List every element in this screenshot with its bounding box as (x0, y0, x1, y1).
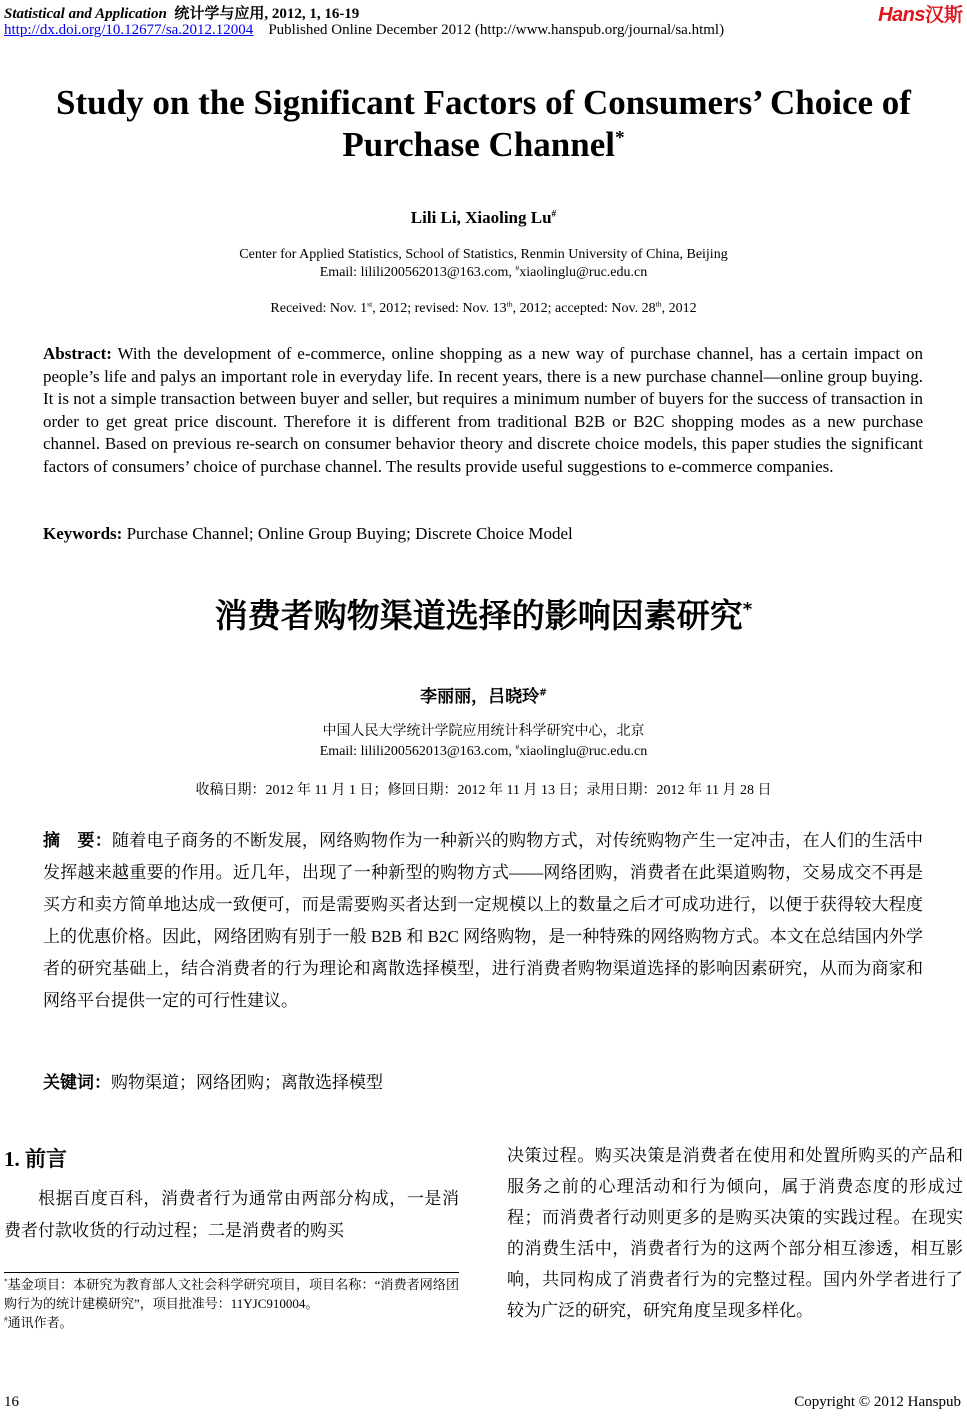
abstract-label: Abstract: (43, 344, 112, 363)
ordinal-suffix: st (367, 299, 373, 309)
affiliation-cn-text: 中国人民大学统计学院应用统计科学研究中心，北京 (322, 724, 645, 739)
keywords-label: Keywords: (43, 524, 123, 543)
copyright: Copyright © 2012 Hanspub (794, 1394, 961, 1410)
received-dates-en (0, 301, 967, 317)
section-heading (4, 1143, 67, 1173)
email-cn (0, 742, 967, 762)
footnote-corresponding (4, 1313, 459, 1332)
paper-title-en (20, 82, 947, 166)
email-first: Email: lilili200562013@163.com, (319, 265, 516, 280)
author-mark: # (551, 209, 557, 220)
received-part: Received: Nov. 1 (270, 301, 368, 316)
keywords-cn (43, 1068, 923, 1093)
keywords-en-text: Purchase Channel; Online Group Buying; Discrete Choice Model (122, 524, 573, 543)
journal-info: 统计学与应用, 2012, 1, 16-19 (174, 6, 360, 22)
email-en (0, 264, 967, 282)
running-header-doi (4, 22, 724, 39)
running-header-journal (4, 2, 359, 23)
logo-text-en: Hans (878, 4, 925, 26)
authors-en-text: Lili Li, Xiaoling Lu (410, 208, 552, 227)
hans-logo (878, 0, 963, 27)
accepted-part: , 2012; accepted: Nov. 28 (512, 301, 656, 316)
author-cn-mark: # (539, 687, 547, 699)
email-second: xiaolinglu@ruc.edu.cn (519, 265, 648, 280)
body-column-right (507, 1140, 963, 1326)
affiliation-cn (0, 722, 967, 762)
ordinal-suffix: th (506, 299, 513, 309)
footnote-mark: * (4, 1277, 8, 1286)
affiliation-en-text: Center for Applied Statistics, School of Statistics, Renmin University of China, Beijing (239, 247, 728, 262)
title-footnote-mark: * (614, 127, 625, 149)
authors-cn-text: 李丽丽，吕晓玲 (420, 687, 540, 707)
body-column-left (4, 1183, 459, 1247)
authors-en (0, 208, 967, 228)
footnote-funding (4, 1275, 459, 1313)
ordinal-suffix: th (655, 299, 662, 309)
authors-cn (0, 682, 967, 707)
revised-part: , 2012; revised: Nov. 13 (372, 301, 507, 316)
title-cn-footnote-mark: * (742, 599, 753, 620)
footnote-text: 基金项目：本研究为教育部人文社会科学研究项目，项目名称：“消费者网络团购行为的统计建模研究”，项目批准号：11YJC910004。 (4, 1277, 459, 1311)
paper-title-cn (0, 590, 967, 637)
section-title: 前言 (25, 1147, 67, 1171)
abstract-en-text: With the development of e-commerce, online shopping as a new way of purchase channel, has a certain impact on people’s life and palys an important role in everyday life. In recent years, there is a new purchase channel—online group buying. It is not a simple transaction between buyer and seller, but requires a minimum number of buyers for the success of transaction in order to get great price discount. Therefore it is different from traditional B2B or B2C shopping modes as a new purchase channel. Based on previous re-search on consumer behavior theory and discrete choice models, this paper studies the significant factors of consumers’ choice of purchase channel. The results provide useful suggestions to e-commerce companies. (43, 344, 923, 476)
footnotes (4, 1275, 459, 1332)
title-cn-text: 消费者购物渠道选择的影响因素研究 (214, 596, 743, 635)
title-en-text: Study on the Significant Factors of Consumers’ Choice of Purchase Channel (56, 83, 911, 164)
keywords-cn-text: 购物渠道；网络团购；离散选择模型 (111, 1073, 383, 1092)
received-dates-cn: 收稿日期：2012 年 11 月 1 日；修回日期：2012 年 11 月 13 日；录用日期：2012 年 11 月 28 日 (195, 783, 772, 798)
affiliation-en (0, 246, 967, 282)
email-mark: # (515, 263, 520, 273)
footnote-text: 通讯作者。 (7, 1315, 73, 1330)
email-second: xiaolinglu@ruc.edu.cn (519, 744, 648, 759)
journal-name: Statistical and Application (4, 6, 167, 22)
page-number: 16 (4, 1394, 19, 1410)
paragraph: 决策过程。购买决策是消费者在使用和处置所购买的产品和服务之前的心理活动和行为倾向，属于消费态度的形成过程；而消费者行动则更多的是购买决策的实践过程。在现实的消费生活中，消费者行为的这两个部分相互渗透，相互影响，共同构成了消费者行为的完整过程。国内外学者进行了较为广泛的研究，研究角度呈现多样化。 (507, 1146, 963, 1320)
published-online: Published Online December 2012 (http://www.hanspub.org/journal/sa.html) (268, 22, 725, 38)
keywords-en (43, 524, 923, 544)
doi-link[interactable]: http://dx.doi.org/10.12677/sa.2012.12004 (4, 22, 254, 38)
footnote-divider (4, 1272, 459, 1273)
year-part: , 2012 (661, 301, 697, 316)
abstract-cn (43, 825, 923, 1017)
abstract-en (43, 343, 923, 478)
section-number: 1. (4, 1147, 20, 1171)
email-mark: # (515, 742, 520, 752)
keywords-cn-label: 关键词： (43, 1073, 111, 1093)
email-first: Email: lilili200562013@163.com, (319, 744, 516, 759)
paragraph: 根据百度百科，消费者行为通常由两部分构成，一是消费者付款收货的行动过程；二是消费者的购买 (4, 1189, 459, 1240)
abstract-cn-text: 随着电子商务的不断发展，网络购物作为一种新兴的购物方式，对传统购物产生一定冲击，在人们的生活中发挥越来越重要的作用。近几年，出现了一种新型的购物方式——网络团购，消费者在此渠道购物，交易成交不再是买方和卖方简单地达成一致便可，而是需要购买者达到一定规模以上的数量之后才可成功进行，以便于获得较大程度上的优惠价格。因此，网络团购有别于一般 B2B 和 B2C 网络购物，是一种特殊的网络购物方式。本文在总结国内外学者的研究基础上，结合消费者的行为理论和离散选择模型，进行消费者购物渠道选择的影响因素研究，从而为商家和网络平台提供一定的可行性建议。 (43, 831, 924, 1010)
abstract-cn-label: 摘 要： (43, 831, 113, 851)
footnote-mark: # (4, 1315, 8, 1324)
logo-text-cn: 汉斯 (924, 5, 963, 26)
